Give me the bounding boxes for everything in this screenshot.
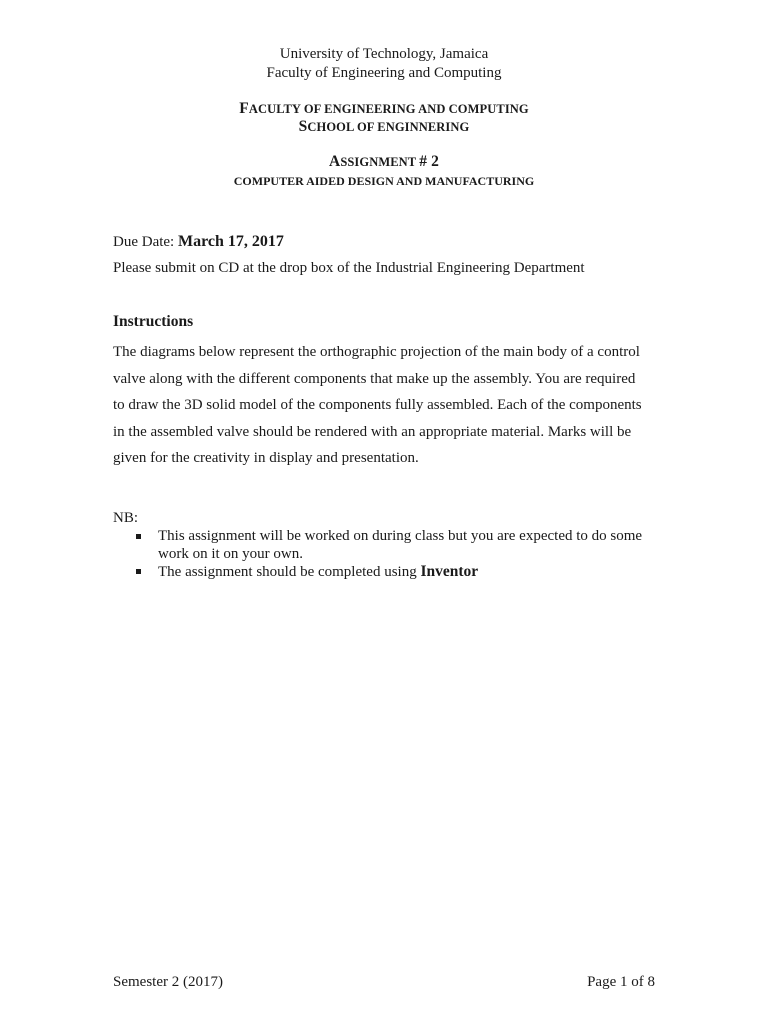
school-heading — [0, 118, 768, 136]
school-heading-initial: S — [298, 118, 308, 135]
due-date-value: March 17, 2017 — [177, 233, 284, 250]
faculty-heading-rest: ACULTY OF ENGINEERING AND COMPUTING — [248, 102, 529, 116]
paragraph-line: in the assembled valve should be rendered with an appropriate material. Marks will be — [113, 423, 632, 440]
paragraph-line: The diagrams below represent the orthographic projection of the main body of a control — [113, 344, 640, 360]
footer-page-number: Page 1 of 8 — [587, 974, 655, 990]
school-heading-rest: CHOOL OF ENGINNERING — [307, 120, 470, 134]
paragraph-line: to draw the 3D solid model of the components fully assembled. Each of the components — [113, 397, 642, 413]
footer-semester: Semester 2 (2017) — [113, 974, 223, 990]
note-line — [158, 563, 658, 582]
assignment-heading — [0, 153, 768, 171]
faculty-heading — [0, 100, 768, 118]
university-name: University of Technology, Jamaica — [279, 46, 489, 62]
due-date-label: Due Date: — [113, 234, 175, 250]
assignment-heading-initial: A — [329, 153, 341, 170]
assignment-heading-rest: SSIGNMENT — [340, 155, 417, 169]
software-name: Inventor — [420, 563, 479, 580]
square-bullet-icon — [136, 534, 141, 539]
nb-label: NB: — [113, 510, 139, 526]
note-line: This assignment will be worked on during class but you are expected to do some — [158, 528, 643, 544]
faculty-line: Faculty of Engineering and Computing — [266, 65, 502, 81]
paragraph-line: valve along with the different components that make up the assembly. You are required — [113, 370, 636, 387]
notes-list — [113, 528, 658, 582]
note-text: The assignment should be completed using — [158, 564, 417, 580]
assignment-number: # 2 — [419, 153, 439, 170]
list-item — [113, 528, 658, 563]
faculty-heading-initial: F — [239, 100, 249, 117]
paragraph-line: given for the creativity in display and presentation. — [113, 450, 419, 466]
submission-instructions: Please submit on CD at the drop box of the Industrial Engineering Department — [113, 260, 585, 276]
course-title: COMPUTER AIDED DESIGN AND MANUFACTURING — [233, 174, 535, 188]
note-line: work on it on your own. — [158, 545, 303, 562]
instructions-heading: Instructions — [113, 313, 194, 330]
due-date — [113, 233, 284, 251]
instructions-paragraph — [113, 339, 658, 472]
list-item — [113, 563, 658, 582]
square-bullet-icon — [136, 569, 141, 574]
